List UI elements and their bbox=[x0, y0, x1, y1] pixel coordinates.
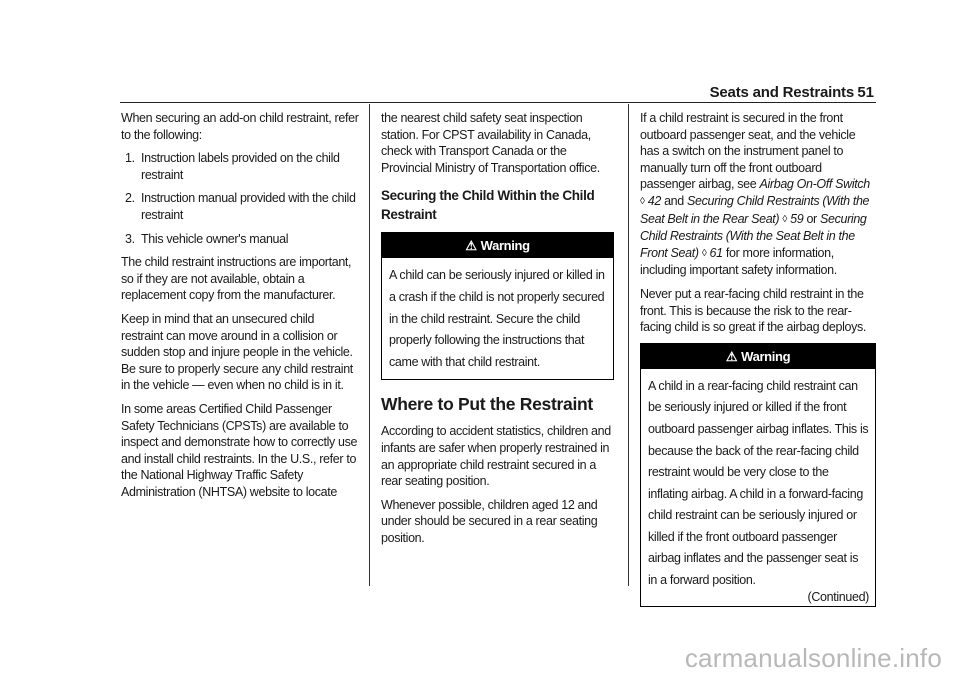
watermark-band bbox=[0, 630, 960, 678]
list-item bbox=[121, 150, 359, 183]
paragraph: The child restraint instructions are important, so if they are not available, obtain a replacement copy from the manufacturer. bbox=[121, 255, 352, 303]
paragraph: When securing an add-on child restraint, refer to the following: bbox=[121, 111, 359, 142]
warning-text: A child can be seriously injured or killed in a crash if the child is not properly secured in the child restraint. Secure the child properly following the instructions that came with that child restraint. bbox=[389, 268, 605, 369]
paragraph: In some areas Certified Child Passenger Safety Technicians (CPSTs) are available to inspect and demonstrate how to correctly use and install child restraints. In the U.S., refer to the National Highway Traffic Safety Administration (NHTSA) website to locate bbox=[121, 401, 358, 499]
list-text: Instruction manual provided with the child restraint bbox=[141, 191, 356, 222]
header-rule bbox=[120, 102, 876, 103]
list-number: 1. bbox=[125, 151, 135, 166]
column-divider bbox=[628, 104, 629, 586]
numbered-list bbox=[121, 150, 359, 247]
warning-box bbox=[640, 343, 876, 607]
section-heading: Where to Put the Restraint bbox=[381, 394, 593, 415]
warning-header bbox=[382, 233, 613, 258]
watermark-text: carmanualsonline.info bbox=[684, 643, 942, 673]
warning-body bbox=[641, 369, 875, 606]
paragraph: Keep in mind that an unsecured child restraint can move around in a collision or sudden stop and injure people in the vehicle. Be sure to properly secure any child restraint in the vehicle — even when no child is in it. bbox=[121, 311, 353, 393]
paragraph: According to accident statistics, children and infants are safer when properly restrained in an appropriate child restraint secured in a rear seating position. bbox=[381, 424, 611, 489]
warning-text: A child in a rear-facing child restraint can be seriously injured or killed if the front outboard passenger airbag inflates. This is because the back of the rear-facing child restraint would be very close to the inflating airbag. A child in a forward-facing child restraint can be seriously injured or killed if the front outboard passenger airbag inflates and the passenger seat is in a forward position. bbox=[648, 378, 869, 588]
subheading: Securing the Child Within the Child Restraint bbox=[381, 188, 595, 223]
text-run: for more information, including important safety information. bbox=[640, 245, 837, 278]
warning-box bbox=[381, 232, 614, 380]
warning-icon: ⚠ bbox=[725, 348, 738, 364]
text-run: or bbox=[806, 211, 817, 226]
text-run: If a child restraint is secured in the front outboard passenger seat, and the vehicle has a switch on the instrument panel to manually turn off the front outboard passenger airbag, see bbox=[640, 111, 856, 192]
cross-reference-link[interactable]: Securing Child Restraints (With the Seat Belt in the Rear Seat) bbox=[640, 193, 870, 226]
column-2 bbox=[381, 110, 614, 554]
continued-label: (Continued) bbox=[807, 589, 869, 604]
text-run: and bbox=[664, 193, 684, 208]
page-ref-number[interactable]: 61 bbox=[709, 245, 723, 260]
paragraph: Whenever possible, children aged 12 and under should be secured in a rear seating position. bbox=[381, 497, 598, 545]
cross-reference-link[interactable]: Airbag On-Off Switch bbox=[759, 177, 870, 192]
warning-title: Warning bbox=[741, 348, 791, 364]
page-ref-icon: ◊ bbox=[782, 213, 787, 225]
column-divider bbox=[369, 104, 370, 586]
page-ref-number[interactable]: 59 bbox=[790, 211, 804, 226]
page-ref-number[interactable]: 42 bbox=[647, 193, 661, 208]
list-text: This vehicle owner's manual bbox=[141, 231, 289, 246]
paragraph: the nearest child safety seat inspection station. For CPST availability in Canada, check with Transport Canada or the Provincial Ministry of Transportation office. bbox=[381, 111, 600, 175]
page-number: 51 bbox=[857, 84, 874, 101]
page-ref-icon: ◊ bbox=[640, 195, 645, 207]
column-1 bbox=[121, 110, 359, 507]
list-item bbox=[121, 231, 359, 248]
column-3 bbox=[640, 110, 876, 617]
warning-title: Warning bbox=[480, 238, 530, 254]
warning-icon: ⚠ bbox=[465, 238, 477, 254]
list-number: 2. bbox=[125, 191, 135, 206]
warning-header bbox=[641, 344, 875, 369]
page-ref-icon: ◊ bbox=[701, 247, 707, 259]
cross-reference-link[interactable]: Securing Child Restraints (With the Seat Belt in the Front Seat) bbox=[640, 211, 867, 260]
section-title: Seats and Restraints bbox=[709, 84, 854, 101]
list-text: Instruction labels provided on the child restraint bbox=[141, 151, 340, 182]
list-number: 3. bbox=[125, 231, 135, 246]
paragraph bbox=[640, 110, 876, 279]
list-item bbox=[121, 190, 359, 223]
paragraph: Never put a rear-facing child restraint in the front. This is because the risk to the rear-facing child is so great if the airbag deploys. bbox=[640, 286, 867, 335]
